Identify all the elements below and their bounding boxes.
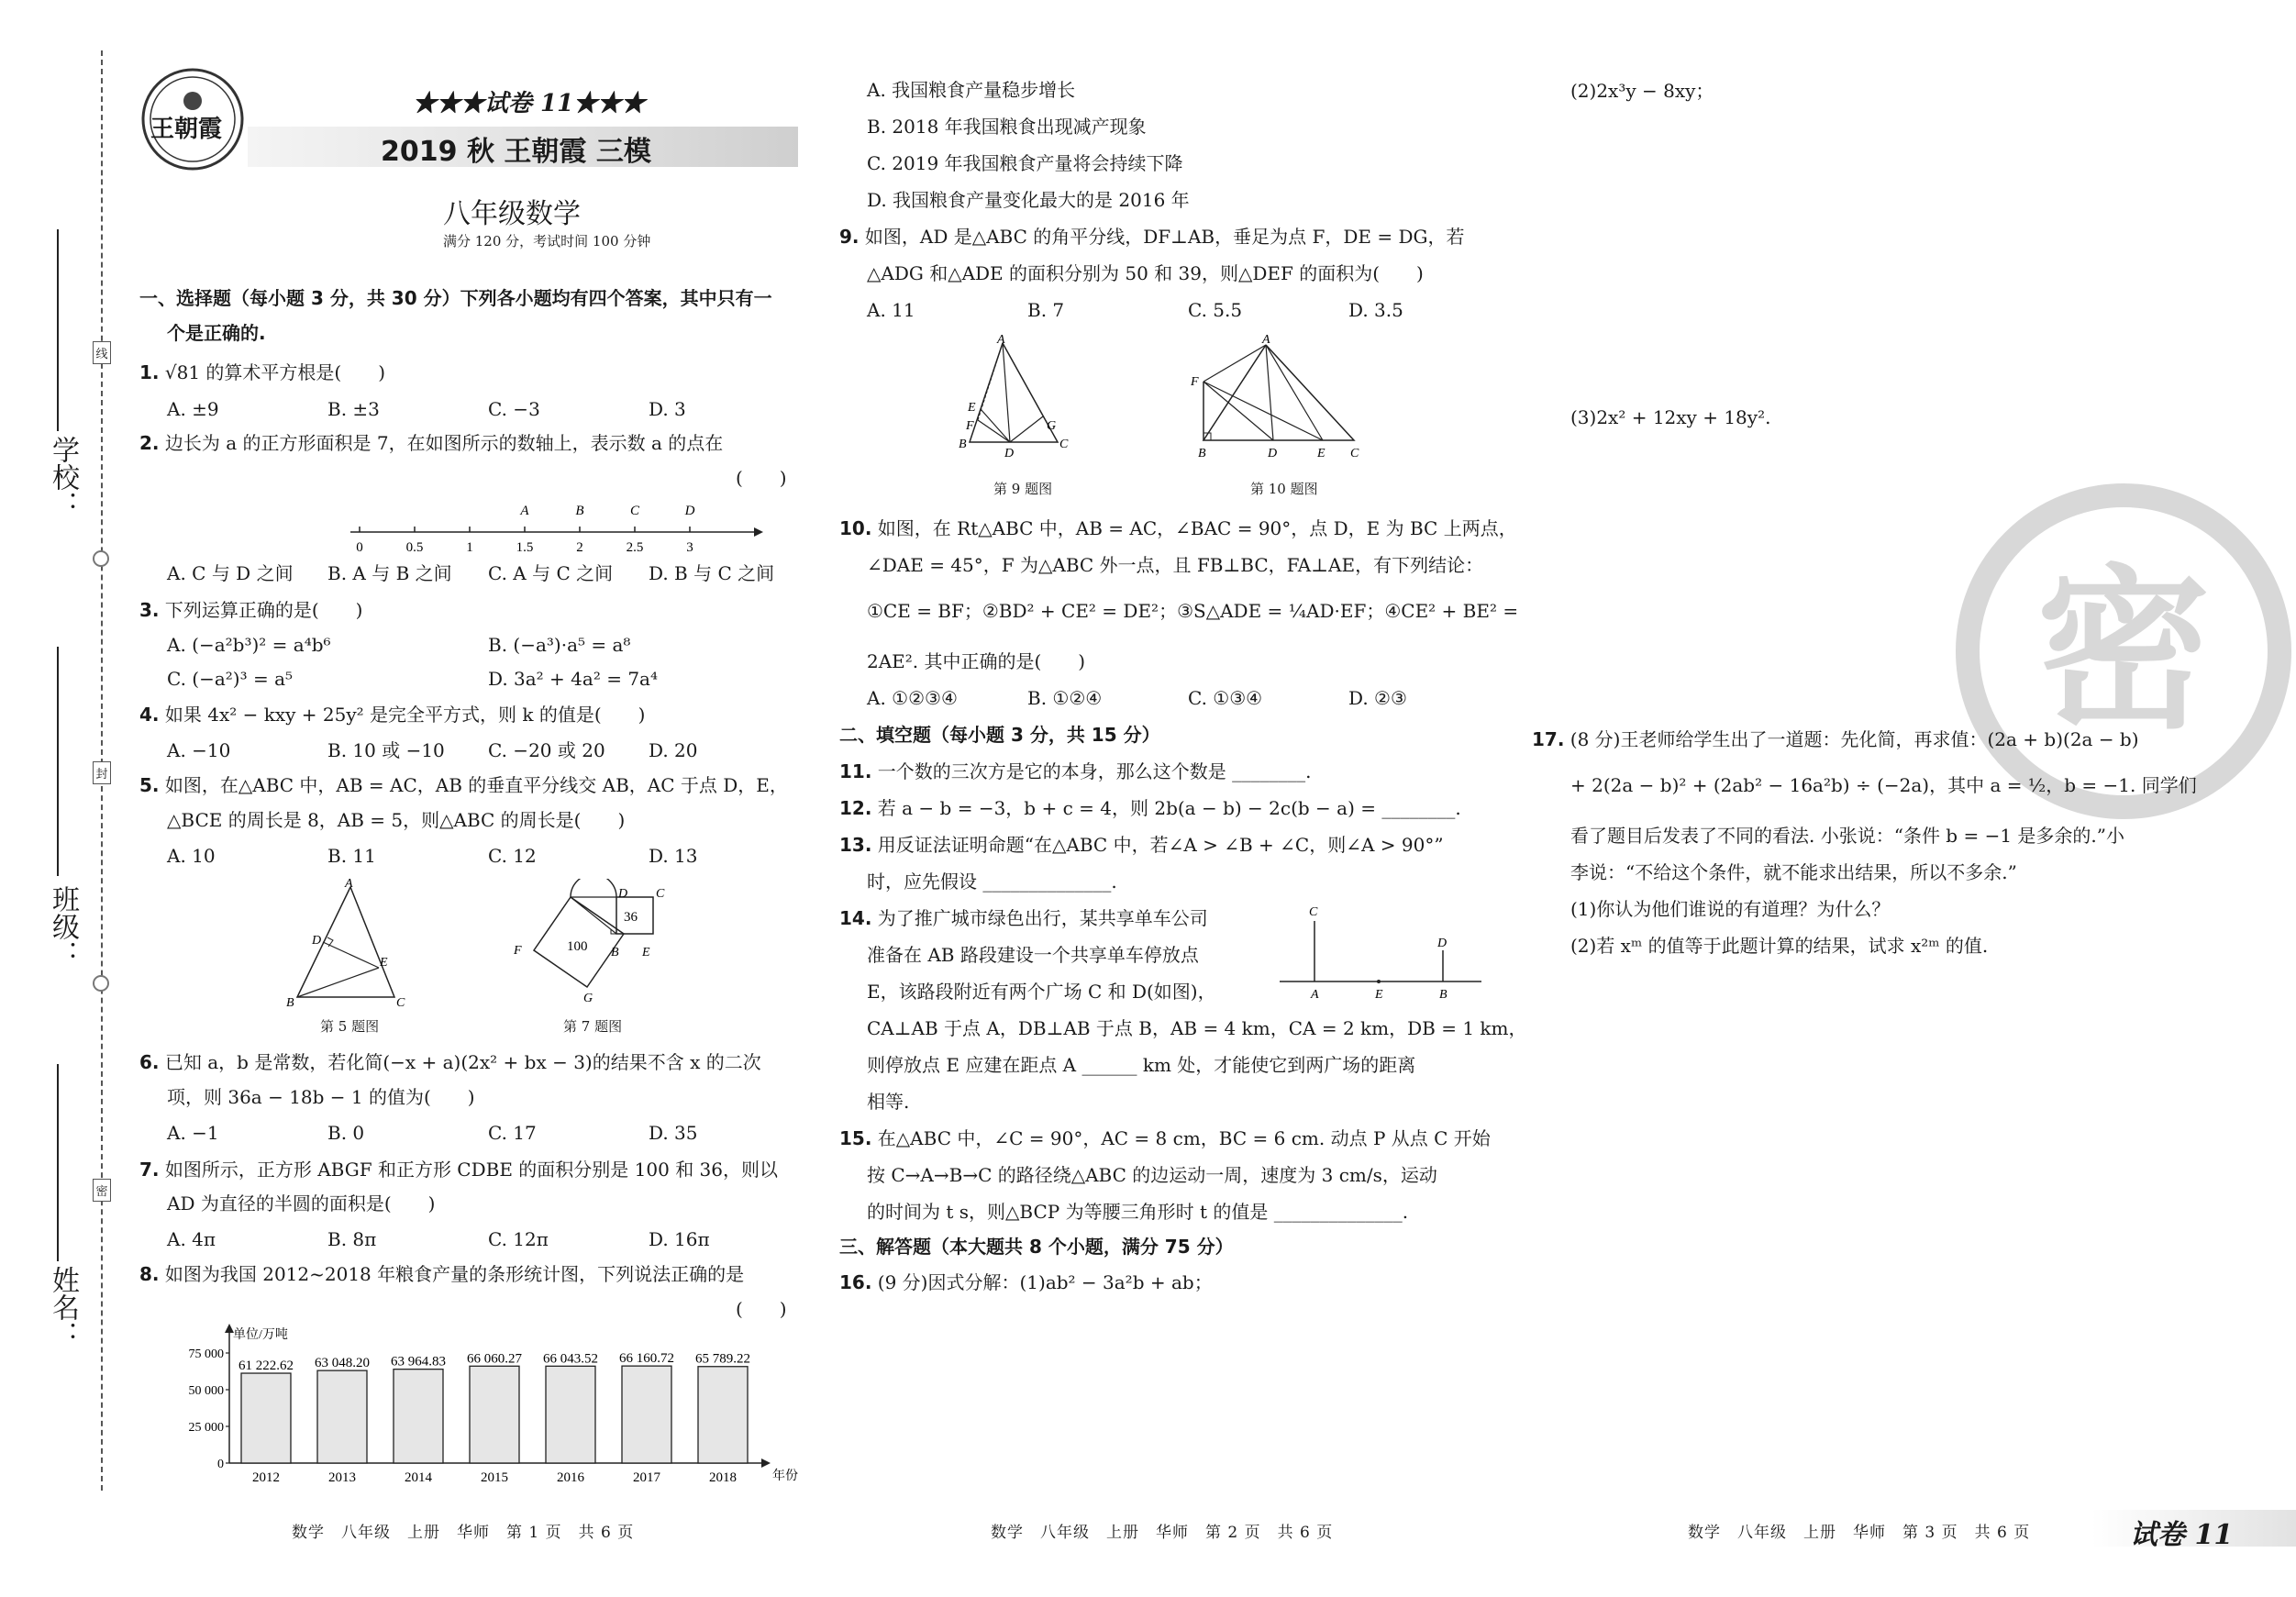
q7-text: 如图所示，正方形 ABGF 和正方形 CDBE 的面积分别是 100 和 36，则以	[164, 1159, 778, 1181]
q9-option-d: D. 3.5	[1348, 299, 1403, 321]
q7-small-area: 36	[624, 910, 638, 925]
column-2	[839, 0, 1527, 1597]
section2-title: 二、填空题（每小题 3 分，共 15 分）	[839, 724, 1160, 746]
q10-figure	[1183, 332, 1367, 460]
axis-tick-label: 2.5	[626, 540, 644, 555]
binding-margin	[0, 0, 110, 1597]
svg-text:B: B	[1439, 988, 1447, 1000]
seal-char-mi: 密	[93, 1179, 111, 1202]
q1-option-d: D. 3	[649, 398, 686, 420]
q2-number: 2.	[139, 432, 160, 454]
q3-option-c: C. (−a²)³ = a⁵	[167, 668, 294, 690]
svg-text:F: F	[514, 944, 522, 958]
q10-option-c: C. ①③④	[1188, 687, 1263, 709]
q8-option-c: C. 2019 年我国粮食产量将会持续下降	[867, 152, 1183, 174]
bar	[241, 1373, 291, 1463]
q1-number: 1.	[139, 361, 160, 383]
q9-option-a: A. 11	[867, 299, 915, 321]
exam-meta: 满分 120 分，考试时间 100 分钟	[443, 233, 651, 250]
q8-number: 8.	[139, 1263, 160, 1285]
q13-text: 用反证法证明命题“在△ABC 中，若∠A > ∠B + ∠C，则∠A > 90°”	[877, 834, 1444, 856]
q14-text-cont-3: CA⊥AB 于点 A，DB⊥AB 于点 B，AB = 4 km，CA = 2 km，DB = 1 km，	[867, 1017, 1527, 1039]
q9-text: 如图，AD 是△ABC 的角平分线，DF⊥AB，垂足为点 F，DE = DG，若	[864, 226, 1465, 248]
q17-number: 17.	[1532, 728, 1565, 750]
axis-tick-label: 0	[356, 540, 363, 555]
logo-text: 王朝霞	[150, 116, 223, 143]
footer-page-1: 数学 八年级 上册 华师 第 1 页 共 6 页	[292, 1524, 635, 1542]
q4-option-a: A. −10	[167, 739, 231, 761]
bar-value-label: 61 222.62	[238, 1359, 294, 1374]
svg-text:F: F	[966, 419, 974, 433]
confidential-stamp-icon	[1954, 482, 2293, 821]
bar-value-label: 63 048.20	[315, 1356, 370, 1371]
class-line	[57, 647, 59, 876]
q14-text: 为了推广城市绿色出行，某共享单车公司	[877, 907, 1208, 929]
q14-text-cont-5: 相等.	[867, 1091, 910, 1113]
q2-option-b: B. A 与 B 之间	[327, 562, 452, 584]
q7-big-area: 100	[567, 939, 588, 954]
q5-option-b: B. 11	[327, 845, 376, 867]
axis-tick-label: 2	[576, 540, 583, 555]
q8-option-a: A. 我国粮食产量稳步增长	[867, 79, 1076, 101]
footer-page-3: 数学 八年级 上册 华师 第 3 页 共 6 页	[1688, 1524, 2031, 1542]
q6-text-cont: 项，则 36a − 18b − 1 的值为( )	[167, 1086, 475, 1108]
q4-number: 4.	[139, 704, 160, 726]
q3-option-b: B. (−a³)·a⁵ = a⁸	[488, 634, 631, 656]
q10-figure-caption: 第 10 题图	[1250, 481, 1318, 497]
bar-value-label: 66 160.72	[619, 1351, 674, 1367]
x-tick-label: 2017	[633, 1470, 660, 1485]
q17-text-cont-1: + 2(2a − b)² + (2ab² − 16a²b) ÷ (−2a)，其中 a = ½，b = −1. 同学们	[1570, 774, 2197, 796]
x-axis-label: 年份	[772, 1469, 798, 1483]
q16-part2: (2)2x³y − 8xy；	[1570, 80, 1714, 102]
x-tick-label: 2018	[709, 1470, 737, 1485]
q2-option-d: D. B 与 C 之间	[649, 562, 775, 584]
svg-text:E: E	[642, 946, 650, 959]
q6-option-c: C. 17	[488, 1122, 537, 1144]
bar	[470, 1366, 519, 1463]
svg-text:B: B	[1198, 447, 1206, 460]
footer-tag: 试卷 11	[2130, 1519, 2234, 1551]
x-tick-label: 2014	[405, 1470, 432, 1485]
q10	[839, 516, 1517, 540]
q1-text: √81 的算术平方根是( )	[164, 361, 386, 383]
q9-option-b: B. 7	[1027, 299, 1065, 321]
q5-figure	[277, 876, 424, 1014]
q8-bar-chart	[167, 1321, 800, 1491]
q8-option-d: D. 我国粮食产量变化最大的是 2016 年	[867, 189, 1190, 211]
q17-text-cont-4: (1)你认为他们谁说的有道理？为什么？	[1570, 898, 1891, 920]
q15-text-cont-1: 按 C→A→B→C 的路径绕△ABC 的边运动一周，速度为 3 cm/s，运动	[867, 1164, 1437, 1186]
q1-option-a: A. ±9	[167, 398, 219, 420]
q15-number: 15.	[839, 1127, 872, 1149]
svg-text:E: E	[380, 956, 388, 970]
bar-value-label: 63 964.83	[391, 1354, 446, 1370]
binding-dot-icon	[93, 550, 109, 567]
axis-point-label: B	[575, 504, 584, 518]
name-line	[57, 1064, 59, 1261]
stamp-char: 密	[2035, 557, 2212, 749]
svg-text:D: D	[1437, 937, 1447, 950]
q3-number: 3.	[139, 599, 160, 621]
q2-text: 边长为 a 的正方形面积是 7，在如图所示的数轴上，表示数 a 的点在	[164, 432, 724, 454]
paper-number: ★★★试卷 11★★★	[413, 90, 646, 117]
name-label: 姓名：	[47, 1266, 79, 1348]
q14-text-cont-1: 准备在 AB 路段建设一个共享单车停放点	[867, 944, 1199, 966]
svg-text:D: D	[1268, 447, 1278, 460]
bar	[394, 1370, 443, 1463]
q2-number-line	[341, 500, 772, 555]
q5-option-a: A. 10	[167, 845, 216, 867]
q17-text: (8 分)王老师给学生出了一道题：先化简，再求值：(2a + b)(2a − b)	[1569, 728, 2139, 750]
q7-figure	[506, 879, 681, 1012]
q6-option-a: A. −1	[167, 1122, 219, 1144]
q5-figure-caption: 第 5 题图	[320, 1018, 380, 1035]
q3	[139, 598, 362, 622]
svg-text:A: A	[997, 333, 1005, 347]
q13-text-cont: 时，应先假设 ______________.	[867, 871, 1117, 893]
axis-point-label: A	[520, 504, 529, 518]
section3-title: 三、解答题（本大题共 8 个小题，满分 75 分）	[839, 1236, 1234, 1258]
q4-option-b: B. 10 或 −10	[327, 739, 445, 761]
bar	[622, 1366, 671, 1463]
footer-page-2: 数学 八年级 上册 华师 第 2 页 共 6 页	[991, 1524, 1334, 1542]
q4-option-c: C. −20 或 20	[488, 739, 605, 761]
q15-text: 在△ABC 中，∠C = 90°，AC = 8 cm，BC = 6 cm. 动点 P 从点 C 开始	[877, 1127, 1491, 1149]
bar-value-label: 65 789.22	[695, 1351, 750, 1367]
q14	[839, 906, 1208, 930]
q1-option-b: B. ±3	[327, 398, 380, 420]
q14-number: 14.	[839, 907, 872, 929]
q17	[1532, 727, 2139, 751]
q14-figure	[1270, 899, 1491, 1000]
svg-text:D: D	[1004, 447, 1015, 460]
x-tick-label: 2016	[557, 1470, 584, 1485]
bar	[698, 1367, 748, 1463]
axis-tick-label: 1	[466, 540, 473, 555]
q11-text: 一个数的三次方是它的本身，那么这个数是 ________.	[877, 760, 1312, 782]
svg-text:G: G	[1047, 419, 1057, 433]
svg-text:C: C	[396, 996, 405, 1010]
x-tick-label: 2015	[481, 1470, 508, 1485]
q10-text-cont-1: ∠DAE = 45°，F 为△ABC 外一点，且 FB⊥BC，FA⊥AE，有下列结论：	[867, 554, 1484, 576]
q7-option-d: D. 16π	[649, 1228, 710, 1250]
svg-text:E: E	[968, 401, 976, 415]
q11-number: 11.	[839, 760, 872, 782]
q7-option-a: A. 4π	[167, 1228, 216, 1250]
q8	[139, 1262, 744, 1286]
svg-text:C: C	[1059, 438, 1069, 451]
q9-text-cont: △ADG 和△ADE 的面积分别为 50 和 39，则△DEF 的面积为( )	[867, 262, 1424, 284]
seal-char-xian: 线	[93, 341, 111, 364]
q4-option-d: D. 20	[649, 739, 698, 761]
svg-text:B: B	[959, 438, 967, 451]
svg-text:A: A	[345, 877, 353, 891]
q2-paren: ( )	[736, 467, 787, 489]
q9-figure	[949, 332, 1078, 460]
bar-value-label: 66 060.27	[467, 1351, 522, 1367]
axis-tick-label: 1.5	[516, 540, 534, 555]
bar-value-label: 66 043.52	[543, 1351, 598, 1367]
q7	[139, 1158, 778, 1181]
q10-text: 如图，在 Rt△ABC 中，AB = AC，∠BAC = 90°，点 D，E 为 BC 上两点，	[877, 517, 1517, 539]
q16-part3: (3)2x² + 12xy + 18y².	[1570, 406, 1771, 428]
svg-text:A: A	[1262, 333, 1270, 347]
q8-paren: ( )	[736, 1298, 787, 1320]
axis-point-label: C	[629, 504, 640, 518]
svg-text:F: F	[1191, 375, 1199, 389]
axis-point-label: D	[684, 504, 695, 518]
q9	[839, 225, 1464, 249]
q5-text: 如图，在△ABC 中，AB = AC，AB 的垂直平分线交 AB，AC 于点 D，E，	[164, 774, 788, 796]
y-tick-label: 25 000	[188, 1421, 224, 1435]
q6-text: 已知 a，b 是常数，若化简(−x + a)(2x² + bx − 3)的结果不含 x 的二次	[164, 1051, 761, 1073]
q5-option-d: D. 13	[649, 845, 698, 867]
q6-option-b: B. 0	[327, 1122, 365, 1144]
q9-figure-caption: 第 9 题图	[993, 481, 1053, 497]
q16-number: 16.	[839, 1271, 872, 1293]
q4	[139, 703, 645, 726]
svg-text:E: E	[1317, 447, 1325, 460]
q15	[839, 1126, 1491, 1150]
section1-title-cont: 个是正确的.	[167, 322, 266, 344]
q14-text-cont-2: E，该路段附近有两个广场 C 和 D(如图)，	[867, 981, 1216, 1003]
svg-text:B: B	[611, 946, 619, 959]
q6-number: 6.	[139, 1051, 160, 1073]
q7-number: 7.	[139, 1159, 160, 1181]
q13-number: 13.	[839, 834, 872, 856]
y-tick-label: 50 000	[188, 1384, 224, 1398]
q3-text: 下列运算正确的是( )	[164, 599, 363, 621]
class-label: 班级：	[47, 885, 79, 968]
x-tick-label: 2012	[252, 1470, 280, 1485]
seal-char-feng: 封	[93, 761, 111, 784]
q3-option-d: D. 3a² + 4a² = 7a⁴	[488, 668, 658, 690]
y-tick-label: 0	[217, 1458, 224, 1471]
svg-text:D: D	[312, 934, 322, 948]
q10-number: 10.	[839, 517, 872, 539]
svg-text:C: C	[1309, 905, 1318, 919]
q9-option-c: C. 5.5	[1188, 299, 1243, 321]
q12	[839, 796, 1461, 820]
svg-text:G: G	[583, 992, 593, 1005]
section1-title: 一、选择题（每小题 3 分，共 30 分）下列各小题均有四个答案，其中只有一	[139, 287, 772, 309]
q13	[839, 833, 1444, 857]
axis-tick-label: 3	[686, 540, 693, 555]
q15-text-cont-2: 的时间为 t s，则△BCP 为等腰三角形时 t 的值是 ______________.	[867, 1201, 1409, 1223]
q8-text: 如图为我国 2012~2018 年粮食产量的条形统计图，下列说法正确的是	[164, 1263, 745, 1285]
q16-text: (9 分)因式分解：(1)ab² − 3a²b + ab；	[877, 1271, 1213, 1293]
svg-text:B: B	[286, 996, 294, 1010]
q3-option-a: A. (−a²b³)² = a⁴b⁶	[167, 634, 331, 656]
q14-text-cont-4: 则停放点 E 应建在距点 A ______ km 处，才能使它到两广场的距离	[867, 1054, 1416, 1076]
q12-text: 若 a − b = −3，b + c = 4，则 2b(a − b) − 2c(b − a) = ________.	[877, 797, 1461, 819]
q9-number: 9.	[839, 226, 860, 248]
q7-figure-caption: 第 7 题图	[563, 1018, 623, 1035]
binding-dot-icon	[93, 975, 109, 992]
q8-option-b: B. 2018 年我国粮食出现减产现象	[867, 116, 1147, 138]
y-axis-label: 单位/万吨	[233, 1328, 288, 1342]
svg-text:C: C	[656, 887, 665, 901]
q10-option-d: D. ②③	[1348, 687, 1407, 709]
q6-option-d: D. 35	[649, 1122, 698, 1144]
q17-text-cont-2: 看了题目后发表了不同的看法. 小张说：“条件 b = −1 是多余的.”小	[1570, 825, 2124, 847]
axis-tick-label: 0.5	[405, 540, 424, 555]
q2-option-c: C. A 与 C 之间	[488, 562, 614, 584]
q16	[839, 1270, 1213, 1294]
q10-option-a: A. ①②③④	[867, 687, 958, 709]
q5-option-c: C. 12	[488, 845, 537, 867]
q7-option-b: B. 8π	[327, 1228, 377, 1250]
q10-option-b: B. ①②④	[1027, 687, 1103, 709]
school-label: 学校：	[47, 436, 79, 518]
q2-option-a: A. C 与 D 之间	[167, 562, 294, 584]
q17-text-cont-3: 李说：“不给这个条件，就不能求出结果，所以不多余.”	[1570, 861, 2017, 883]
y-tick-label: 75 000	[188, 1347, 224, 1361]
q5-number: 5.	[139, 774, 160, 796]
q12-number: 12.	[839, 797, 872, 819]
q4-text: 如果 4x² − kxy + 25y² 是完全平方式，则 k 的值是( )	[164, 704, 646, 726]
svg-text:C: C	[1350, 447, 1359, 460]
bar	[317, 1370, 367, 1463]
x-axis-arrow-icon	[761, 1458, 771, 1468]
column-3	[1532, 0, 2284, 1597]
q11	[839, 760, 1312, 783]
svg-text:E: E	[1375, 988, 1383, 1000]
column-1	[139, 0, 800, 1597]
q2	[139, 431, 723, 455]
q6	[139, 1050, 761, 1074]
subject-title: 八年级数学	[443, 198, 581, 230]
q17-text-cont-5: (2)若 xᵐ 的值等于此题计算的结果，试求 x²ᵐ 的值.	[1570, 935, 1989, 957]
bar	[546, 1366, 595, 1463]
q1-option-c: C. −3	[488, 398, 540, 420]
q10-text-cont-2: ①CE = BF；②BD² + CE² = DE²；③S△ADE = ¼AD·EF；④CE² + BE² =	[867, 600, 1519, 622]
q7-option-c: C. 12π	[488, 1228, 549, 1250]
svg-text:A: A	[1311, 988, 1319, 1000]
q10-text-cont-3: 2AE². 其中正确的是( )	[867, 650, 1086, 672]
x-tick-label: 2013	[328, 1470, 356, 1485]
exam-title: 2019 秋 王朝霞 三模	[381, 136, 651, 168]
q5-text-cont: △BCE 的周长是 8，AB = 5，则△ABC 的周长是( )	[167, 809, 626, 831]
svg-text:D: D	[618, 887, 628, 901]
q5	[139, 773, 788, 797]
q1	[139, 360, 385, 384]
q7-text-cont: AD 为直径的半圆的面积是( )	[167, 1192, 436, 1214]
school-line	[57, 229, 59, 431]
